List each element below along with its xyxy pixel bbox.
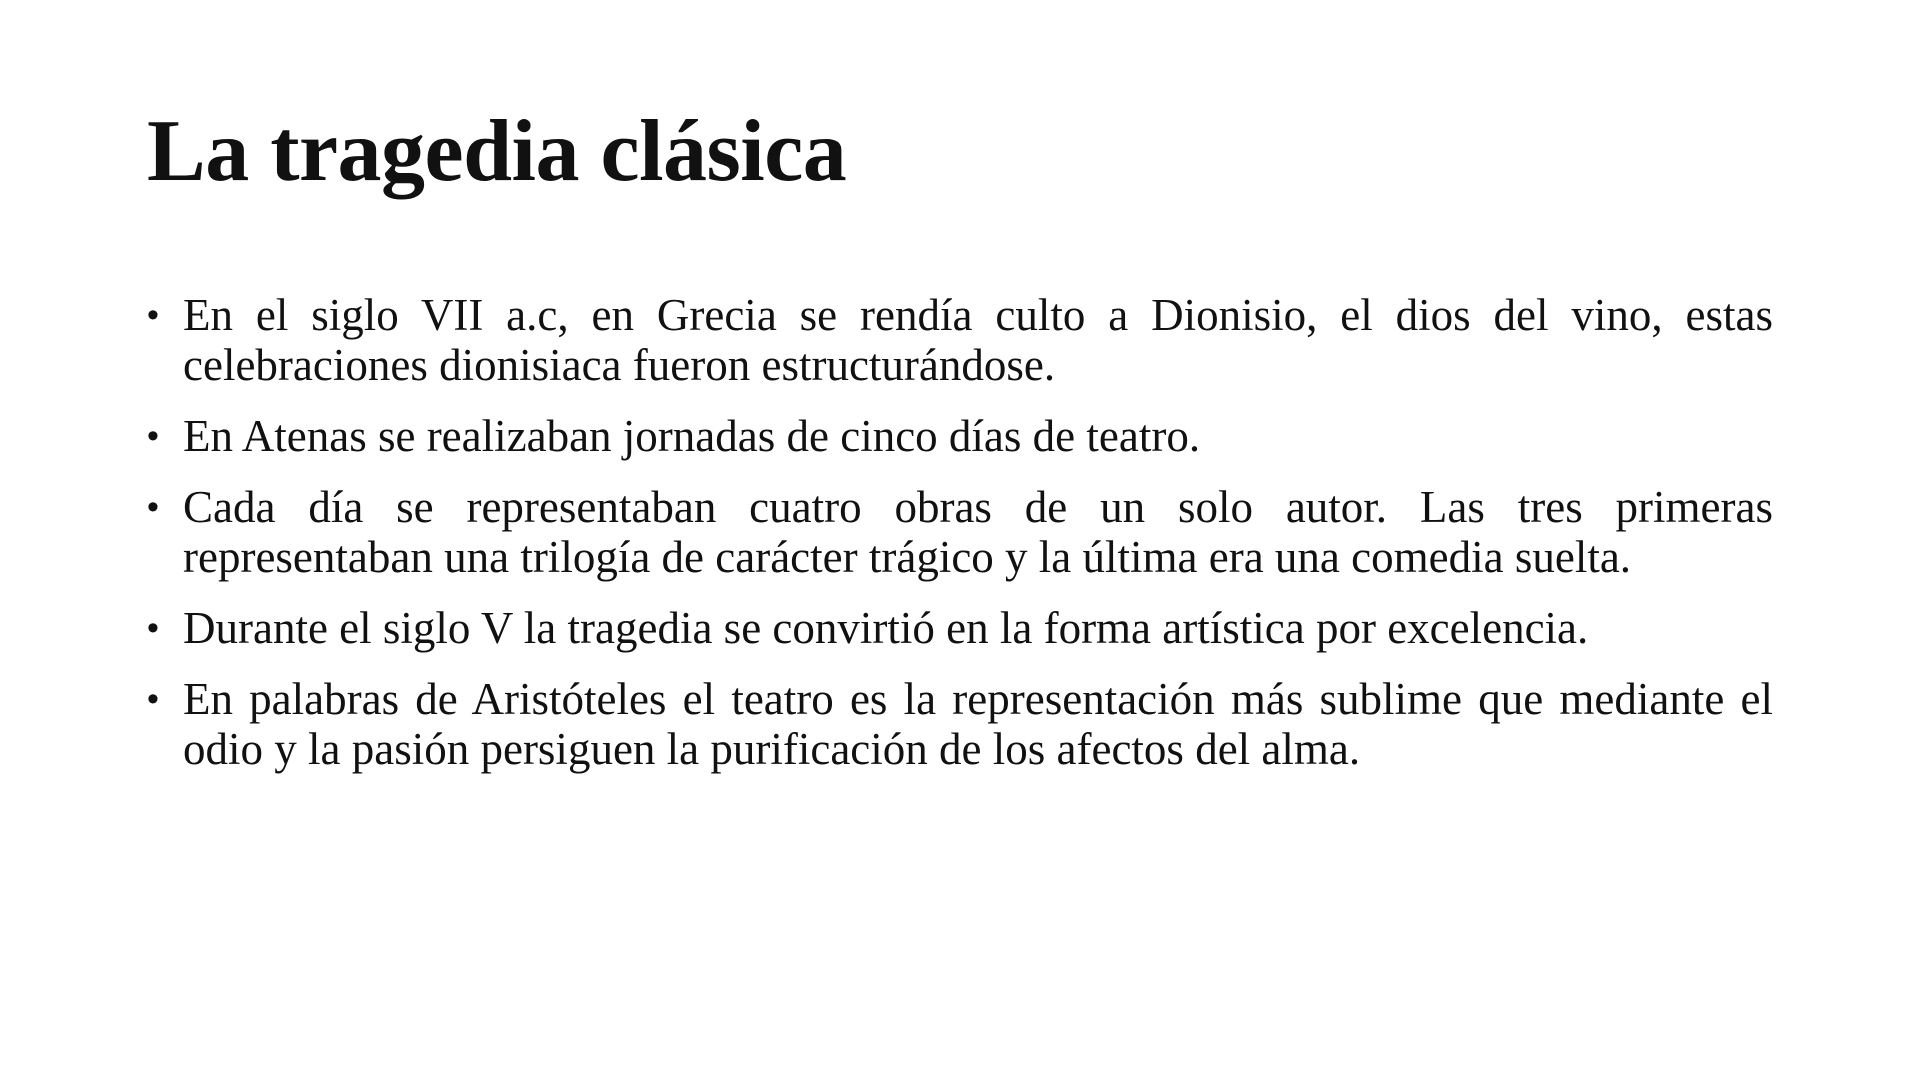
list-item: [147, 290, 1773, 390]
bullet-icon: •: [147, 417, 159, 455]
list-item-text: En el siglo VII a.c, en Grecia se rendía culto a Dionisio, el dios del vino, estas celebraciones dionisiaca fueron estructurándose.: [183, 290, 1773, 390]
bullet-icon: •: [147, 680, 159, 718]
list-item: [147, 411, 1773, 461]
bullet-list: [147, 290, 1773, 795]
bullet-icon: •: [147, 296, 159, 334]
list-item-text: En palabras de Aristóteles el teatro es la representación más sublime que mediante el odio y la pasión persiguen la purificación de los afectos del alma.: [183, 674, 1773, 774]
list-item: [147, 674, 1773, 774]
list-item-text: Durante el siglo V la tragedia se convirtió en la forma artística por excelencia.: [183, 603, 1589, 653]
list-item: [147, 482, 1773, 582]
bullet-icon: •: [147, 609, 159, 647]
bullet-icon: •: [147, 488, 159, 526]
slide-title: La tragedia clásica: [147, 103, 847, 200]
list-item-text: En Atenas se realizaban jornadas de cinco días de teatro.: [183, 411, 1201, 461]
list-item: [147, 603, 1773, 653]
list-item-text: Cada día se representaban cuatro obras de un solo autor. Las tres primeras representaban una trilogía de carácter trágico y la última era una comedia suelta.: [183, 482, 1773, 582]
